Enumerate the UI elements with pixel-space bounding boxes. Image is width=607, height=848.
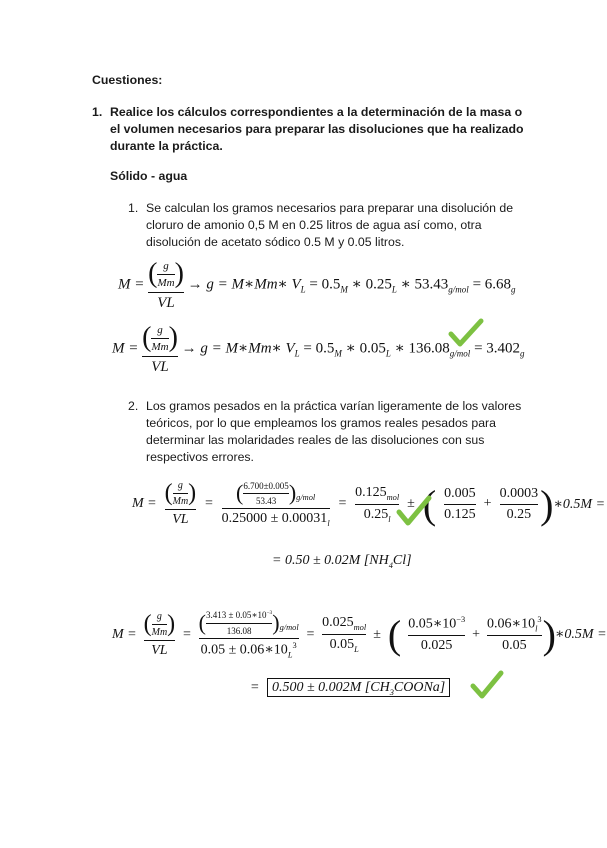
eq3-plus: + — [483, 496, 492, 511]
eq2-l-sub: L — [385, 348, 391, 359]
eq4-err1-sup: −3 — [456, 615, 466, 625]
eq2-value-m: = 0.5 — [303, 340, 335, 357]
heading: Cuestiones: — [92, 73, 163, 87]
eq4-mass-sup: −3 — [266, 610, 273, 616]
eq4-err2-den: 0.05 — [502, 638, 527, 654]
eq4-vl: VL — [151, 642, 168, 658]
eq1-m-sub: M — [340, 284, 348, 295]
eq4-tail: ∗0.5M = — [554, 627, 607, 643]
eq2-value-mm: ∗ 136.08 — [394, 340, 450, 357]
eq4-err2-num: 0.06∗10 — [487, 616, 536, 632]
item2-number: 2. — [128, 399, 139, 413]
eq4-eq-1: = — [182, 626, 192, 642]
eq2-gmol-sub: g/mol — [449, 348, 471, 359]
eq4-vol-sub: L — [287, 650, 293, 660]
eq3-result-sub: 4 — [388, 560, 393, 570]
check-mark-icon-3 — [470, 670, 504, 700]
eq4-mass: 3.413 ± 0.05∗10 — [205, 610, 267, 620]
eq4-lhs: M = — [112, 626, 137, 642]
eq1-value-m: = 0.5 — [309, 276, 341, 293]
eq4-result-box — [267, 678, 450, 697]
eq2-result: = 3.402 — [474, 340, 521, 357]
question-line-1: Realice los cálculos correspondientes a la determinación de la masa o — [110, 105, 523, 119]
eq3-vl: VL — [172, 512, 189, 527]
eq1-value-mm: ∗ 53.43 — [400, 276, 449, 293]
eq3-gmol-sub: g/mol — [296, 493, 316, 503]
eq4-molar: 136.08 — [226, 626, 252, 636]
eq4-result-sub: 3 — [389, 687, 394, 697]
eq4-err1-den: 0.025 — [420, 638, 453, 654]
eq4-eq-2: = — [305, 626, 316, 642]
eq3-lhs: M = — [132, 496, 157, 511]
eq4-err2-sub: l — [535, 624, 538, 634]
equation-3-result — [272, 553, 412, 570]
eq3-vol-den: 0.25 — [363, 506, 389, 522]
eq1-value-l: ∗ 0.25 — [351, 276, 392, 293]
eq1-gmol-sub: g/mol — [448, 284, 469, 295]
item1-line-1: Se calculan los gramos necesarios para preparar una disolución de — [146, 201, 514, 215]
eq4-g: g — [156, 610, 162, 622]
equation-3: M = ( $\frac{g}{Mm}$ ) VL = ( $\frac{6.700\pm 0.005}{53.43}$ )$_{g/mol}$ $0.25000 \pm 0.00031_l$ = $\frac{0.125_{mol}}{0.25_l}$ ± ( $\frac{0.005}{0.125}$ + $\frac{0.0003}{0.25}$ ) ∗0.5M = — [132, 480, 606, 528]
eq4-mol-sub: mol — [353, 623, 367, 633]
eq1-vl-sub: L — [300, 284, 306, 295]
eq4-pm: ± — [373, 626, 381, 642]
equation-4-result-row — [250, 680, 450, 697]
eq3-eq-1: = — [204, 496, 214, 511]
section-title: Sólido - agua — [110, 169, 188, 183]
eq4-err1-num: 0.05∗10 — [408, 617, 457, 633]
eq1-arrow-expr: → g = M∗Mm∗ V — [187, 276, 301, 293]
item2-line-4: respectivos errores. — [146, 450, 254, 464]
eq3-mol-sub: mol — [386, 492, 400, 502]
eq4-result-eq: = — [250, 680, 260, 695]
check-mark-icon-1 — [448, 318, 484, 348]
eq3-vol-den-sub: l — [388, 514, 391, 524]
eq1-g: g — [163, 259, 169, 272]
eq4-result: 0.500 ± 0.002M [CH — [271, 680, 390, 695]
eq3-err1-den: 0.125 — [444, 506, 476, 522]
eq3-moles: 0.125 — [355, 484, 387, 500]
eq4-moles: 0.025 — [322, 615, 354, 631]
eq3-result-end: Cl] — [392, 553, 412, 568]
eq3-mass: 6.700±0.005 — [243, 480, 289, 491]
eq3-pm: ± — [407, 496, 415, 511]
eq3-err1-num: 0.005 — [444, 485, 476, 501]
eq2-value-l: ∗ 0.05 — [345, 340, 386, 357]
eq1-lhs: M = — [118, 276, 145, 293]
eq4-result-end: COONa] — [393, 680, 446, 695]
eq4-mm: Mm — [151, 626, 168, 638]
item2-line-2: teóricos, por lo que empleamos los gramos reales pesados para — [146, 416, 496, 430]
equation-4: M = ( $\frac{g}{Mm}$ ) VL = ( $\frac{3.413 \pm 0.05∗10^{-3}}{136.08}$ )$_{g/mol}$ $0.05 \pm 0.06∗10_L^3$ = $\frac{0.025_{mol}}{0.05_L}$ ± ( $\frac{0.05∗10^{-3}}{0.025}$ + $\frac{0.06∗10_l^3}{0.05}$ ) ∗0.5M = — [112, 610, 607, 660]
eq3-err2-num: 0.0003 — [499, 485, 539, 501]
eq4-gmol-sub: g/mol — [279, 623, 299, 633]
eq3-err2-den: 0.25 — [506, 506, 532, 522]
eq3-molar: 53.43 — [255, 495, 277, 506]
eq1-l-sub: L — [391, 284, 397, 295]
item2-line-1: Los gramos pesados en la práctica varían ligeramente de los valores — [146, 399, 522, 413]
eq2-vl-sub: L — [294, 348, 300, 359]
eq3-eq-2: = — [337, 496, 348, 511]
eq4-vol-den-sub: L — [354, 645, 359, 655]
eq4-vol-sup: 3 — [292, 641, 297, 650]
item1-line-2: cloruro de amonio 0,5 M en 0.25 litros de agua así como, otra — [146, 218, 482, 232]
item1-number: 1. — [128, 201, 139, 215]
eq3-vol-sub: l — [327, 518, 330, 528]
eq3-result: = 0.50 ± 0.02M [NH — [272, 553, 389, 568]
eq4-err2-sup: 3 — [537, 615, 542, 624]
eq2-g-sub: g — [520, 348, 525, 359]
eq3-volume: 0.25000 ± 0.00031 — [221, 511, 328, 527]
eq3-tail: ∗0.5M = — [553, 496, 606, 512]
item2-line-3: determinar las molaridades reales de las disoluciones con sus — [146, 433, 485, 447]
question-number: 1. — [92, 105, 103, 119]
check-mark-icon-2 — [396, 494, 432, 528]
eq2-lhs: M = — [112, 340, 139, 357]
question-line-3: durante la práctica. — [110, 139, 223, 153]
equation-2: M = ( $\frac{g}{Mm}$ ) VL → g = M∗Mm∗ $V_L = 0.5_M$ ∗ $0.05_L$ ∗ $136.08_{g/mol} = 3.402_g$ — [112, 322, 525, 375]
eq3-mm: Mm — [172, 496, 189, 507]
eq4-volume: 0.05 ± 0.06∗10 — [200, 642, 288, 658]
equation-1: M = ( $\frac{g}{Mm}$ ) VL → g = M∗Mm∗ $V_L = 0.5_M$ ∗ $0.25_L$ ∗ $53.43_{g/mol} = 6.68_g$ — [118, 258, 516, 311]
question-line-2: el volumen necesarios para preparar las disoluciones que ha realizado — [110, 122, 524, 136]
eq2-m-sub: M — [334, 348, 342, 359]
eq4-plus: + — [472, 626, 481, 642]
eq1-mm: Mm — [157, 276, 175, 289]
eq2-arrow-expr: → g = M∗Mm∗ V — [181, 340, 295, 357]
eq2-mm: Mm — [151, 340, 169, 353]
eq4-vol-den: 0.05 — [329, 637, 355, 653]
eq2-g: g — [157, 323, 163, 336]
eq1-g-sub: g — [511, 284, 516, 295]
eq1-result: = 6.68 — [472, 276, 512, 293]
eq1-vl: VL — [157, 295, 175, 311]
eq3-g: g — [177, 480, 183, 491]
eq2-vl: VL — [151, 359, 169, 375]
item1-line-3: disolución de acetato sódico 0.5 M y 0.05 litros. — [146, 235, 405, 249]
